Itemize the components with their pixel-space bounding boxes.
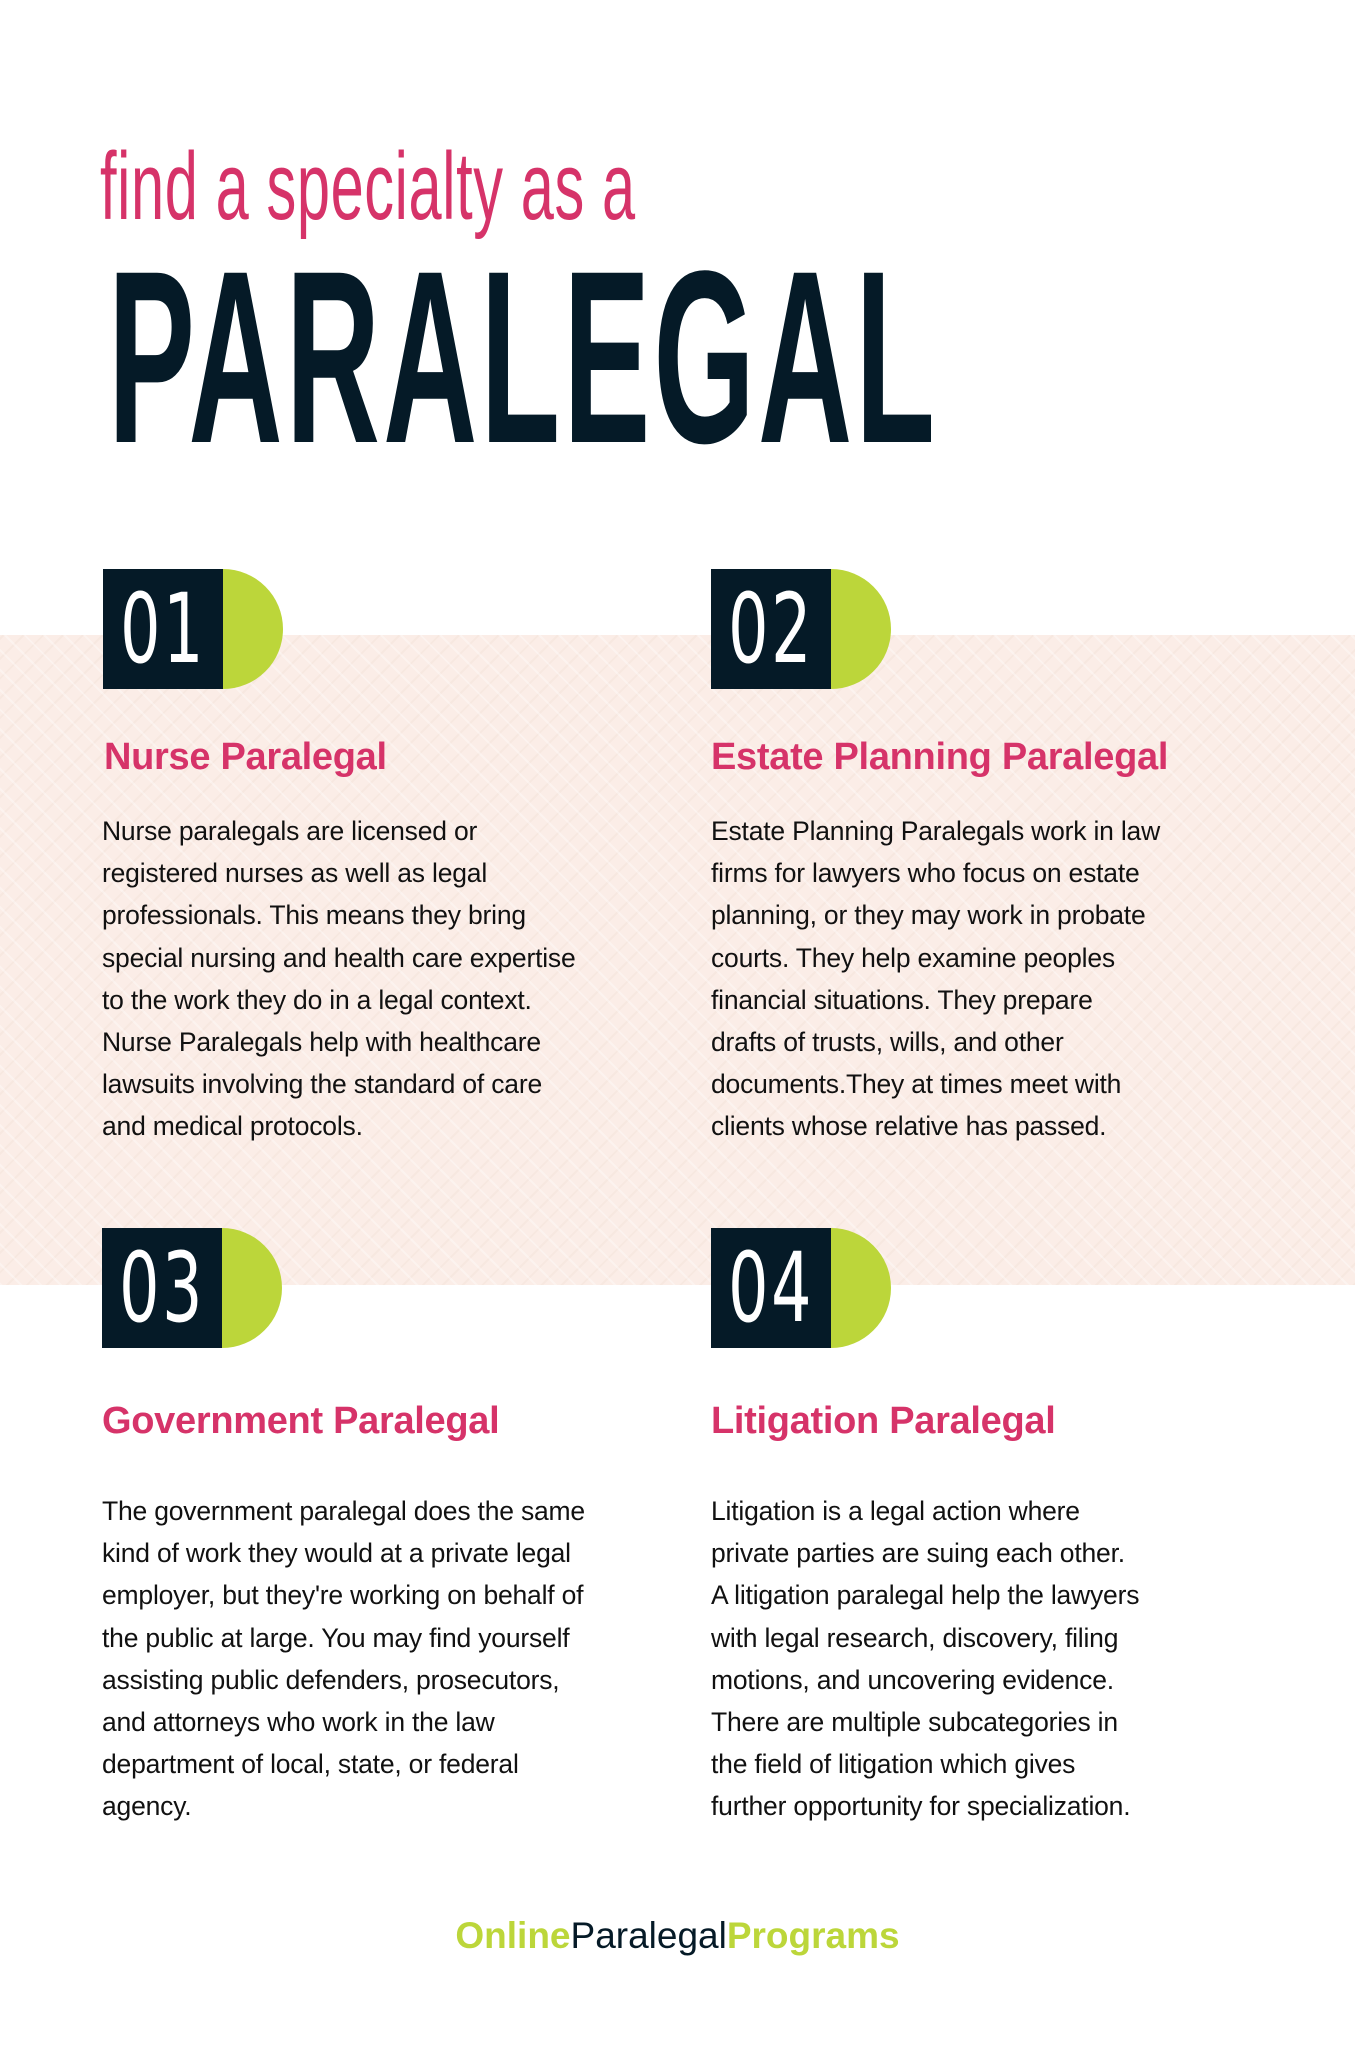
body-line: special nursing and health care expertise — [102, 942, 576, 973]
badge-number: 01 — [120, 573, 206, 685]
card-body-estate-planning — [711, 810, 1251, 1148]
body-line: employer, but they're working on behalf of — [102, 1580, 584, 1611]
number-box — [103, 569, 223, 689]
card-body-litigation — [711, 1490, 1251, 1828]
body-line: planning, or they may work in probate — [711, 900, 1146, 931]
body-line: Nurse paralegals are licensed or — [102, 816, 478, 846]
card-body-government — [102, 1490, 642, 1828]
body-line: Nurse Paralegals help with healthcare — [102, 1027, 541, 1058]
body-line: the field of litigation which gives — [711, 1749, 1076, 1780]
number-box — [711, 569, 831, 689]
card-body-nurse — [102, 810, 642, 1148]
number-badge-04 — [711, 1228, 891, 1348]
body-line: to the work they do in a legal context. — [102, 984, 532, 1015]
body-line: A litigation paralegal help the lawyers — [711, 1580, 1140, 1611]
body-line: with legal research, discovery, filing — [711, 1622, 1119, 1653]
half-circle-icon — [831, 1228, 891, 1348]
number-box — [711, 1228, 831, 1348]
card-heading-government: Government Paralegal — [102, 1400, 500, 1442]
body-line: agency. — [102, 1791, 192, 1822]
body-line: and attorneys who work in the law — [102, 1707, 495, 1738]
body-line: The government paralegal does the same — [102, 1496, 585, 1526]
body-line: firms for lawyers who focus on estate — [711, 858, 1140, 889]
card-heading-litigation: Litigation Paralegal — [711, 1400, 1056, 1442]
half-circle-icon — [222, 1228, 282, 1348]
body-line: Estate Planning Paralegals work in law — [711, 816, 1161, 846]
body-line: clients whose relative has passed. — [711, 1111, 1107, 1142]
body-line: There are multiple subcategories in — [711, 1707, 1118, 1738]
body-line: courts. They help examine peoples — [711, 942, 1115, 973]
logo-programs: Programs — [726, 1915, 900, 1956]
body-line: department of local, state, or federal — [102, 1749, 519, 1780]
body-line: assisting public defenders, prosecutors, — [102, 1664, 560, 1695]
half-circle-icon — [831, 569, 891, 689]
body-line: financial situations. They prepare — [711, 984, 1093, 1015]
body-line: lawsuits involving the standard of care — [102, 1069, 542, 1100]
body-line: documents.They at times meet with — [711, 1069, 1122, 1100]
badge-number: 03 — [119, 1232, 205, 1344]
card-heading-nurse: Nurse Paralegal — [104, 736, 387, 778]
body-line: professionals. This means they bring — [102, 900, 526, 931]
number-box — [102, 1228, 222, 1348]
badge-number: 04 — [728, 1232, 814, 1344]
badge-number: 02 — [728, 573, 814, 685]
body-line: the public at large. You may find yourself — [102, 1622, 570, 1653]
body-line: private parties are suing each other. — [711, 1538, 1125, 1569]
body-line: drafts of trusts, wills, and other — [711, 1027, 1064, 1058]
half-circle-icon — [223, 569, 283, 689]
body-line: Litigation is a legal action where — [711, 1496, 1080, 1526]
page-title: PARALEGAL — [108, 220, 939, 495]
number-badge-03 — [102, 1228, 282, 1348]
brand-logo — [0, 1914, 1355, 1958]
body-line: and medical protocols. — [102, 1111, 363, 1142]
page-subtitle: find a specialty as a — [100, 133, 636, 240]
number-badge-01 — [103, 569, 283, 689]
logo-online: Online — [455, 1915, 571, 1956]
body-line: registered nurses as well as legal — [102, 858, 488, 889]
logo-paralegal: Paralegal — [570, 1915, 727, 1956]
number-badge-02 — [711, 569, 891, 689]
card-heading-estate-planning: Estate Planning Paralegal — [711, 736, 1169, 778]
body-line: motions, and uncovering evidence. — [711, 1664, 1114, 1695]
body-line: kind of work they would at a private legal — [102, 1538, 571, 1569]
body-line: further opportunity for specialization. — [711, 1791, 1131, 1822]
